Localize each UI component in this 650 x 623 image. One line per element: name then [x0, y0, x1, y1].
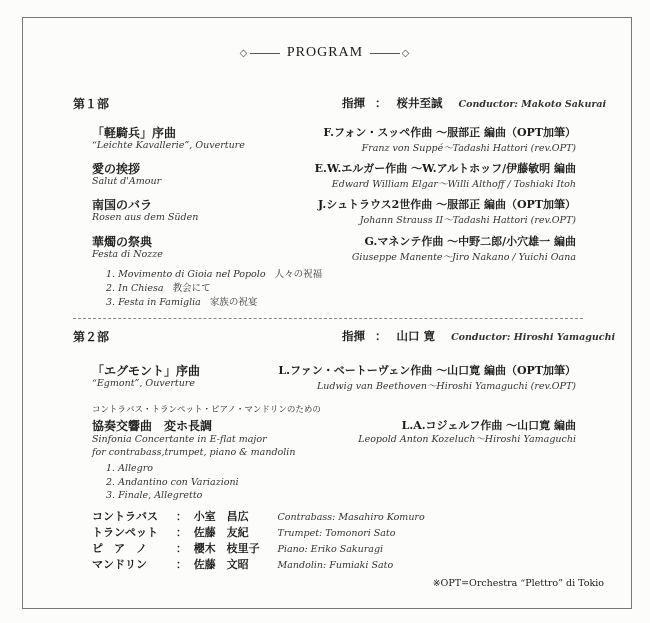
piece-composer-jp: L.A.コジェルフ作曲 〜山口寛 編曲 — [401, 419, 576, 432]
separator: ： — [175, 510, 187, 523]
part2-label: 第２部 — [73, 330, 110, 344]
piece-composer-en: Edward William Elgar〜Willi Althoff / Toshiaki Itoh — [331, 179, 576, 190]
piece-title-jp: 協奏交響曲 変ホ長調 — [92, 419, 213, 433]
part1-label: 第１部 — [73, 97, 110, 111]
conductor-name-en: Conductor: Makoto Sakurai — [458, 99, 607, 110]
piece-composer-jp: L.ファン・ベートーヴェン作曲 〜山口寛 編曲（OPT加筆） — [278, 364, 576, 377]
soloist-en: Trumpet: Tomonori Sato — [277, 528, 396, 539]
movement-item — [106, 294, 257, 308]
separator: ： — [175, 542, 187, 555]
movement-item — [106, 266, 322, 280]
soloist-instrument: マンドリン — [92, 558, 147, 571]
separator: ： — [175, 558, 187, 571]
soloist-en: Contrabass: Masahiro Komuro — [277, 512, 425, 523]
soloist-name: 小室 昌広 — [193, 510, 249, 523]
piece-title-jp: 南国のバラ — [92, 198, 153, 212]
piece-composer-en: Leopold Anton Kozeluch〜Hiroshi Yamaguchi — [358, 434, 576, 445]
piece-title-jp: 華燭の祭典 — [92, 235, 153, 249]
conductor-name-jp: 桜井至誠 — [396, 96, 443, 110]
soloist-row — [92, 540, 383, 556]
conductor-name-en: Conductor: Hiroshi Yamaguchi — [451, 332, 616, 343]
program-header — [0, 45, 650, 61]
soloist-row — [92, 524, 395, 540]
piece-composer-jp: J.シュトラウス2世作曲 〜服部正 編曲（OPT加筆） — [318, 198, 576, 211]
piece-title-en: for contrabass,trumpet, piano & mandolin — [92, 447, 296, 458]
movement-jp: 家族の祝宴 — [209, 297, 258, 308]
movement-en: 1. Movimento di Gioia nel Popolo — [106, 269, 266, 280]
page-title: PROGRAM — [286, 45, 364, 60]
ornament-left-icon: ◇ — [240, 48, 283, 59]
piece-composer-jp: F.フォン・スッペ作曲 〜服部正 編曲（OPT加筆） — [323, 126, 576, 139]
separator: ： — [375, 329, 387, 343]
movement-jp: 教会にて — [172, 283, 211, 294]
piece-title-jp: 愛の挨拶 — [92, 162, 141, 176]
piece-title-jp: 「エグモント」序曲 — [92, 364, 201, 378]
part1-conductor — [342, 95, 606, 111]
soloist-name: 佐藤 友紀 — [193, 526, 249, 539]
piece-composer-jp: G.マネンテ作曲 〜中野二郎/小穴雄一 編曲 — [364, 235, 576, 248]
piece-composer-en: Giuseppe Manente〜Jiro Nakano / Yuichi Oana — [351, 252, 576, 263]
soloist-en: Mandolin: Fumiaki Sato — [277, 560, 394, 571]
footnote: ※OPT=Orchestra “Plettro” di Tokio — [432, 578, 604, 589]
conductor-name-jp: 山口 寛 — [396, 329, 436, 343]
soloist-row — [92, 508, 425, 524]
piece-title-en: Salut d'Amour — [92, 176, 162, 187]
soloist-instrument: トランペット — [92, 526, 158, 539]
separator: ： — [375, 96, 387, 110]
movement-item: 1. Allegro — [106, 463, 153, 474]
soloist-row — [92, 556, 393, 572]
soloist-instrument: ピ ア ノ — [92, 542, 147, 555]
soloist-name: 佐藤 文昭 — [193, 558, 249, 571]
conductor-label: 指揮 — [342, 329, 365, 343]
piece-title-en: “Leichte Kavallerie”, Ouverture — [92, 140, 245, 151]
movement-en: 2. In Chiesa — [106, 283, 164, 294]
section-divider — [73, 318, 583, 319]
piece-title-en: “Egmont”, Ouverture — [92, 378, 195, 389]
piece-composer-en: Ludwig van Beethoven〜Hiroshi Yamaguchi (rev.OPT) — [317, 381, 576, 392]
soloist-name: 櫻木 枝里子 — [193, 542, 260, 555]
piece-title-en: Rosen aus dem Süden — [92, 212, 199, 223]
piece-composer-en: Franz von Suppé〜Tadashi Hattori (rev.OPT) — [361, 143, 576, 154]
part2-conductor — [342, 328, 615, 344]
piece-title-en: Sinfonia Concertante in E-flat major — [92, 434, 267, 445]
conductor-label: 指揮 — [342, 96, 365, 110]
movement-item — [106, 280, 211, 294]
movement-item: 2. Andantino con Variazioni — [106, 477, 239, 488]
piece-title-en: Festa di Nozze — [92, 249, 163, 260]
ornament-right-icon: ◇ — [368, 48, 411, 59]
soloist-en: Piano: Eriko Sakuragi — [277, 544, 384, 555]
separator: ： — [175, 526, 187, 539]
movement-jp: 人々の祝福 — [274, 269, 323, 280]
soloist-instrument: コントラバス — [92, 510, 158, 523]
piece-composer-jp: E.W.エルガー作曲 〜W.アルトホッフ/伊藤敏明 編曲 — [314, 162, 576, 175]
piece-subtitle-jp: コントラバス・トランペット・ピアノ・マンドリンのための — [92, 405, 321, 415]
piece-title-jp: 「軽騎兵」序曲 — [92, 126, 177, 140]
movement-en: 3. Festa in Famiglia — [106, 297, 201, 308]
piece-composer-en: Johann Strauss II〜Tadashi Hattori (rev.OPT) — [359, 215, 576, 226]
movement-item: 3. Finale, Allegretto — [106, 490, 203, 501]
